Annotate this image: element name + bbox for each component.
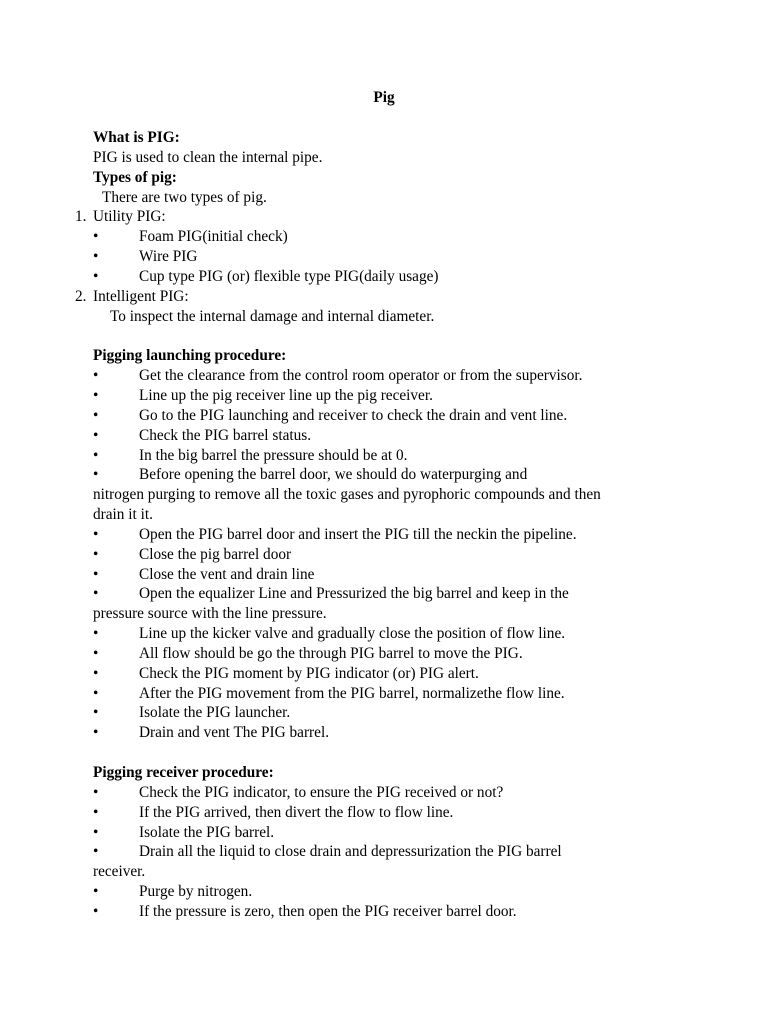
list-item-text: Open the equalizer Line and Pressurized the big barrel and keep in the xyxy=(139,585,569,603)
list-item xyxy=(0,525,768,545)
list-item xyxy=(0,823,768,843)
list-item-continuation: drain it it. xyxy=(93,506,153,524)
list-item-text: Open the PIG barrel door and insert the PIG till the neckin the pipeline. xyxy=(139,525,577,543)
list-item xyxy=(0,803,768,823)
bullet: • xyxy=(93,684,99,702)
types-heading: Types of pig: xyxy=(93,168,177,186)
list-item xyxy=(0,426,768,446)
list-item-text: In the big barrel the pressure should be at 0. xyxy=(139,446,408,464)
bullet: • xyxy=(93,267,99,285)
bullet: • xyxy=(93,625,99,643)
types-text: There are two types of pig. xyxy=(102,188,267,206)
bullet: • xyxy=(93,525,99,543)
list-item xyxy=(0,465,768,485)
bullet: • xyxy=(93,228,99,246)
bullet: • xyxy=(93,724,99,742)
bullet: • xyxy=(93,406,99,424)
list-item-text: After the PIG movement from the PIG barrel, normalizethe flow line. xyxy=(139,684,565,702)
list-item xyxy=(0,584,768,604)
list-item xyxy=(0,902,768,922)
list-item-text: If the pressure is zero, then open the PIG receiver barrel door. xyxy=(139,902,517,920)
bullet: • xyxy=(93,883,99,901)
list-item xyxy=(0,882,768,902)
bullet: • xyxy=(93,545,99,563)
list-item-text: Before opening the barrel door, we should do waterpurging and xyxy=(139,466,528,484)
type-item-intelligent xyxy=(0,287,768,307)
launching-heading: Pigging launching procedure: xyxy=(93,347,287,365)
bullet: • xyxy=(93,664,99,682)
list-item xyxy=(0,703,768,723)
bullet: • xyxy=(93,843,99,861)
list-item-text: Wire PIG xyxy=(139,248,198,266)
list-item-continuation: receiver. xyxy=(93,863,146,881)
bullet: • xyxy=(93,902,99,920)
document-body xyxy=(0,128,768,922)
list-item xyxy=(0,406,768,426)
list-item-continuation: pressure source with the line pressure. xyxy=(93,605,327,623)
bullet: • xyxy=(93,386,99,404)
list-item-text: Close the pig barrel door xyxy=(139,545,292,563)
bullet: • xyxy=(93,644,99,662)
bullet: • xyxy=(93,803,99,821)
spacer xyxy=(0,326,768,346)
bullet: • xyxy=(93,248,99,266)
list-item xyxy=(0,545,768,565)
spacer xyxy=(0,743,768,763)
list-item-text: Drain and vent The PIG barrel. xyxy=(139,724,330,742)
list-item xyxy=(0,227,768,247)
list-item-continuation: nitrogen purging to remove all the toxic gases and pyrophoric compounds and then xyxy=(93,486,601,504)
list-item-text: Foam PIG(initial check) xyxy=(139,228,288,246)
list-item-text: Cup type PIG (or) flexible type PIG(daily usage) xyxy=(139,267,439,285)
receiver-heading: Pigging receiver procedure: xyxy=(93,764,274,781)
list-item xyxy=(0,723,768,743)
list-item-text: Isolate the PIG launcher. xyxy=(139,704,291,722)
bullet: • xyxy=(93,426,99,444)
list-item-text: Isolate the PIG barrel. xyxy=(139,823,275,841)
type-description: To inspect the internal damage and internal diameter. xyxy=(110,307,435,325)
list-item-text: Check the PIG indicator, to ensure the PIG received or not? xyxy=(139,783,504,801)
bullet: • xyxy=(93,823,99,841)
list-item-text: Purge by nitrogen. xyxy=(139,883,253,901)
what-is-pig-text: PIG is used to clean the internal pipe. xyxy=(93,148,323,166)
list-item xyxy=(0,644,768,664)
bullet: • xyxy=(93,585,99,603)
list-item xyxy=(0,366,768,386)
list-item xyxy=(0,565,768,585)
list-item-text: Get the clearance from the control room operator or from the supervisor. xyxy=(139,367,583,385)
type-label: Utility PIG: xyxy=(93,208,166,226)
bullet: • xyxy=(93,466,99,484)
list-item xyxy=(0,783,768,803)
list-item xyxy=(0,664,768,684)
list-item xyxy=(0,684,768,704)
list-item xyxy=(0,842,768,862)
list-item xyxy=(0,386,768,406)
page-title: Pig xyxy=(373,89,395,106)
bullet: • xyxy=(93,446,99,464)
list-number: 2. xyxy=(75,287,87,305)
list-item xyxy=(0,247,768,267)
list-item-text: Drain all the liquid to close drain and depressurization the PIG barrel xyxy=(139,843,562,861)
list-item-text: All flow should be go the through PIG barrel to move the PIG. xyxy=(139,644,523,662)
list-item xyxy=(0,446,768,466)
what-is-pig-heading: What is PIG: xyxy=(93,129,180,146)
list-item-text: Close the vent and drain line xyxy=(139,565,315,583)
bullet: • xyxy=(93,704,99,722)
bullet: • xyxy=(93,783,99,801)
list-item-text: If the PIG arrived, then divert the flow to flow line. xyxy=(139,803,454,821)
list-number: 1. xyxy=(75,208,87,226)
type-item-utility xyxy=(0,207,768,227)
list-item-text: Line up the pig receiver line up the pig receiver. xyxy=(139,386,433,404)
list-item-text: Go to the PIG launching and receiver to check the drain and vent line. xyxy=(139,406,568,424)
list-item xyxy=(0,624,768,644)
list-item-text: Line up the kicker valve and gradually close the position of flow line. xyxy=(139,625,566,643)
list-item-text: Check the PIG barrel status. xyxy=(139,426,312,444)
list-item-text: Check the PIG moment by PIG indicator (or) PIG alert. xyxy=(139,664,479,682)
list-item xyxy=(0,267,768,287)
bullet: • xyxy=(93,565,99,583)
type-label: Intelligent PIG: xyxy=(93,287,189,305)
bullet: • xyxy=(93,367,99,385)
